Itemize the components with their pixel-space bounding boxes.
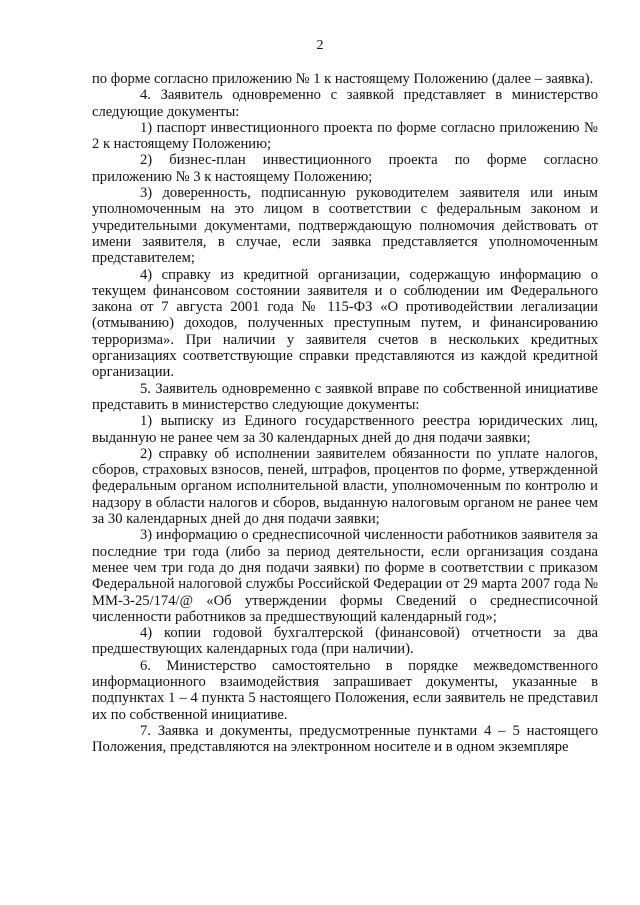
- paragraph: по форме согласно приложению № 1 к настоящему Положению (далее – заявка).: [92, 71, 594, 87]
- paragraph: 4. Заявитель одновременно с заявкой представляет в министерство следующие документы:: [92, 87, 598, 120]
- paragraph: 7. Заявка и документы, предусмотренные пунктами 4 – 5 настоящего Положения, представляются на электронном носителе и в одном экземпляре: [92, 722, 598, 756]
- paragraph: 5. Заявитель одновременно с заявкой вправе по собственной инициативе представить в министерство следующие документы:: [92, 380, 598, 413]
- paragraph: 3) информацию о среднесписочной численности работников заявителя за последние три года (либо за период деятельности, если организация создана менее чем три года до дня подачи заявки) по форме в соответствии с приказом Федеральной налоговой службы Российской Федерации от 29 марта 2007 года № ММ-3-25/174/@ «Об утверждении формы Сведений о среднесписочной численности работников за предшествующий календарный год»;: [92, 527, 598, 625]
- document-body: [92, 71, 598, 755]
- paragraph: 2) справку об исполнении заявителем обязанности по уплате налогов, сборов, страховых взносов, пеней, штрафов, процентов по форме, утвержденной федеральным органом исполнительной власти, уполномоченным по контролю и надзору в области налогов и сборов, выданную налоговым органом не ранее чем за 30 календарных дней до дня подачи заявки;: [92, 445, 598, 528]
- paragraph: 3) доверенность, подписанную руководителем заявителя или иным уполномоченным на это лицом в соответствии с федеральным законом и учредительными документами, подтверждающую полномочия действовать от имени заявителя, в случае, если заявка представляется уполномоченным представителем;: [92, 185, 598, 267]
- paragraph: 4) справку из кредитной организации, содержащую информацию о текущем финансовом состоянии заявителя и о соблюдении им Федерального закона от 7 августа 2001 года № 115-ФЗ «О противодействии легализации (отмыванию) доходов, полученных преступным путем, и финансированию терроризма». При наличии у заявителя счетов в нескольких кредитных организациях соответствующие справки представляются из каждой кредитной организации.: [92, 266, 598, 381]
- paragraph: 2) бизнес-план инвестиционного проекта по форме согласно приложению № 3 к настоящему Положению;: [92, 152, 598, 185]
- page-number: 2: [316, 38, 324, 53]
- paragraph: 4) копии годовой бухгалтерской (финансовой) отчетности за два предшествующих календарных года (при наличии).: [92, 625, 598, 658]
- paragraph: 1) паспорт инвестиционного проекта по форме согласно приложению № 2 к настоящему Положению;: [92, 119, 598, 153]
- paragraph: 1) выписку из Единого государственного реестра юридических лиц, выданную не ранее чем за 30 календарных дней до дня подачи заявки;: [92, 413, 598, 446]
- paragraph: 6. Министерство самостоятельно в порядке межведомственного информационного взаимодействия запрашивает документы, указанные в подпунктах 1 – 4 пункта 5 настоящего Положения, если заявитель не представил их по собственной инициативе.: [92, 657, 598, 723]
